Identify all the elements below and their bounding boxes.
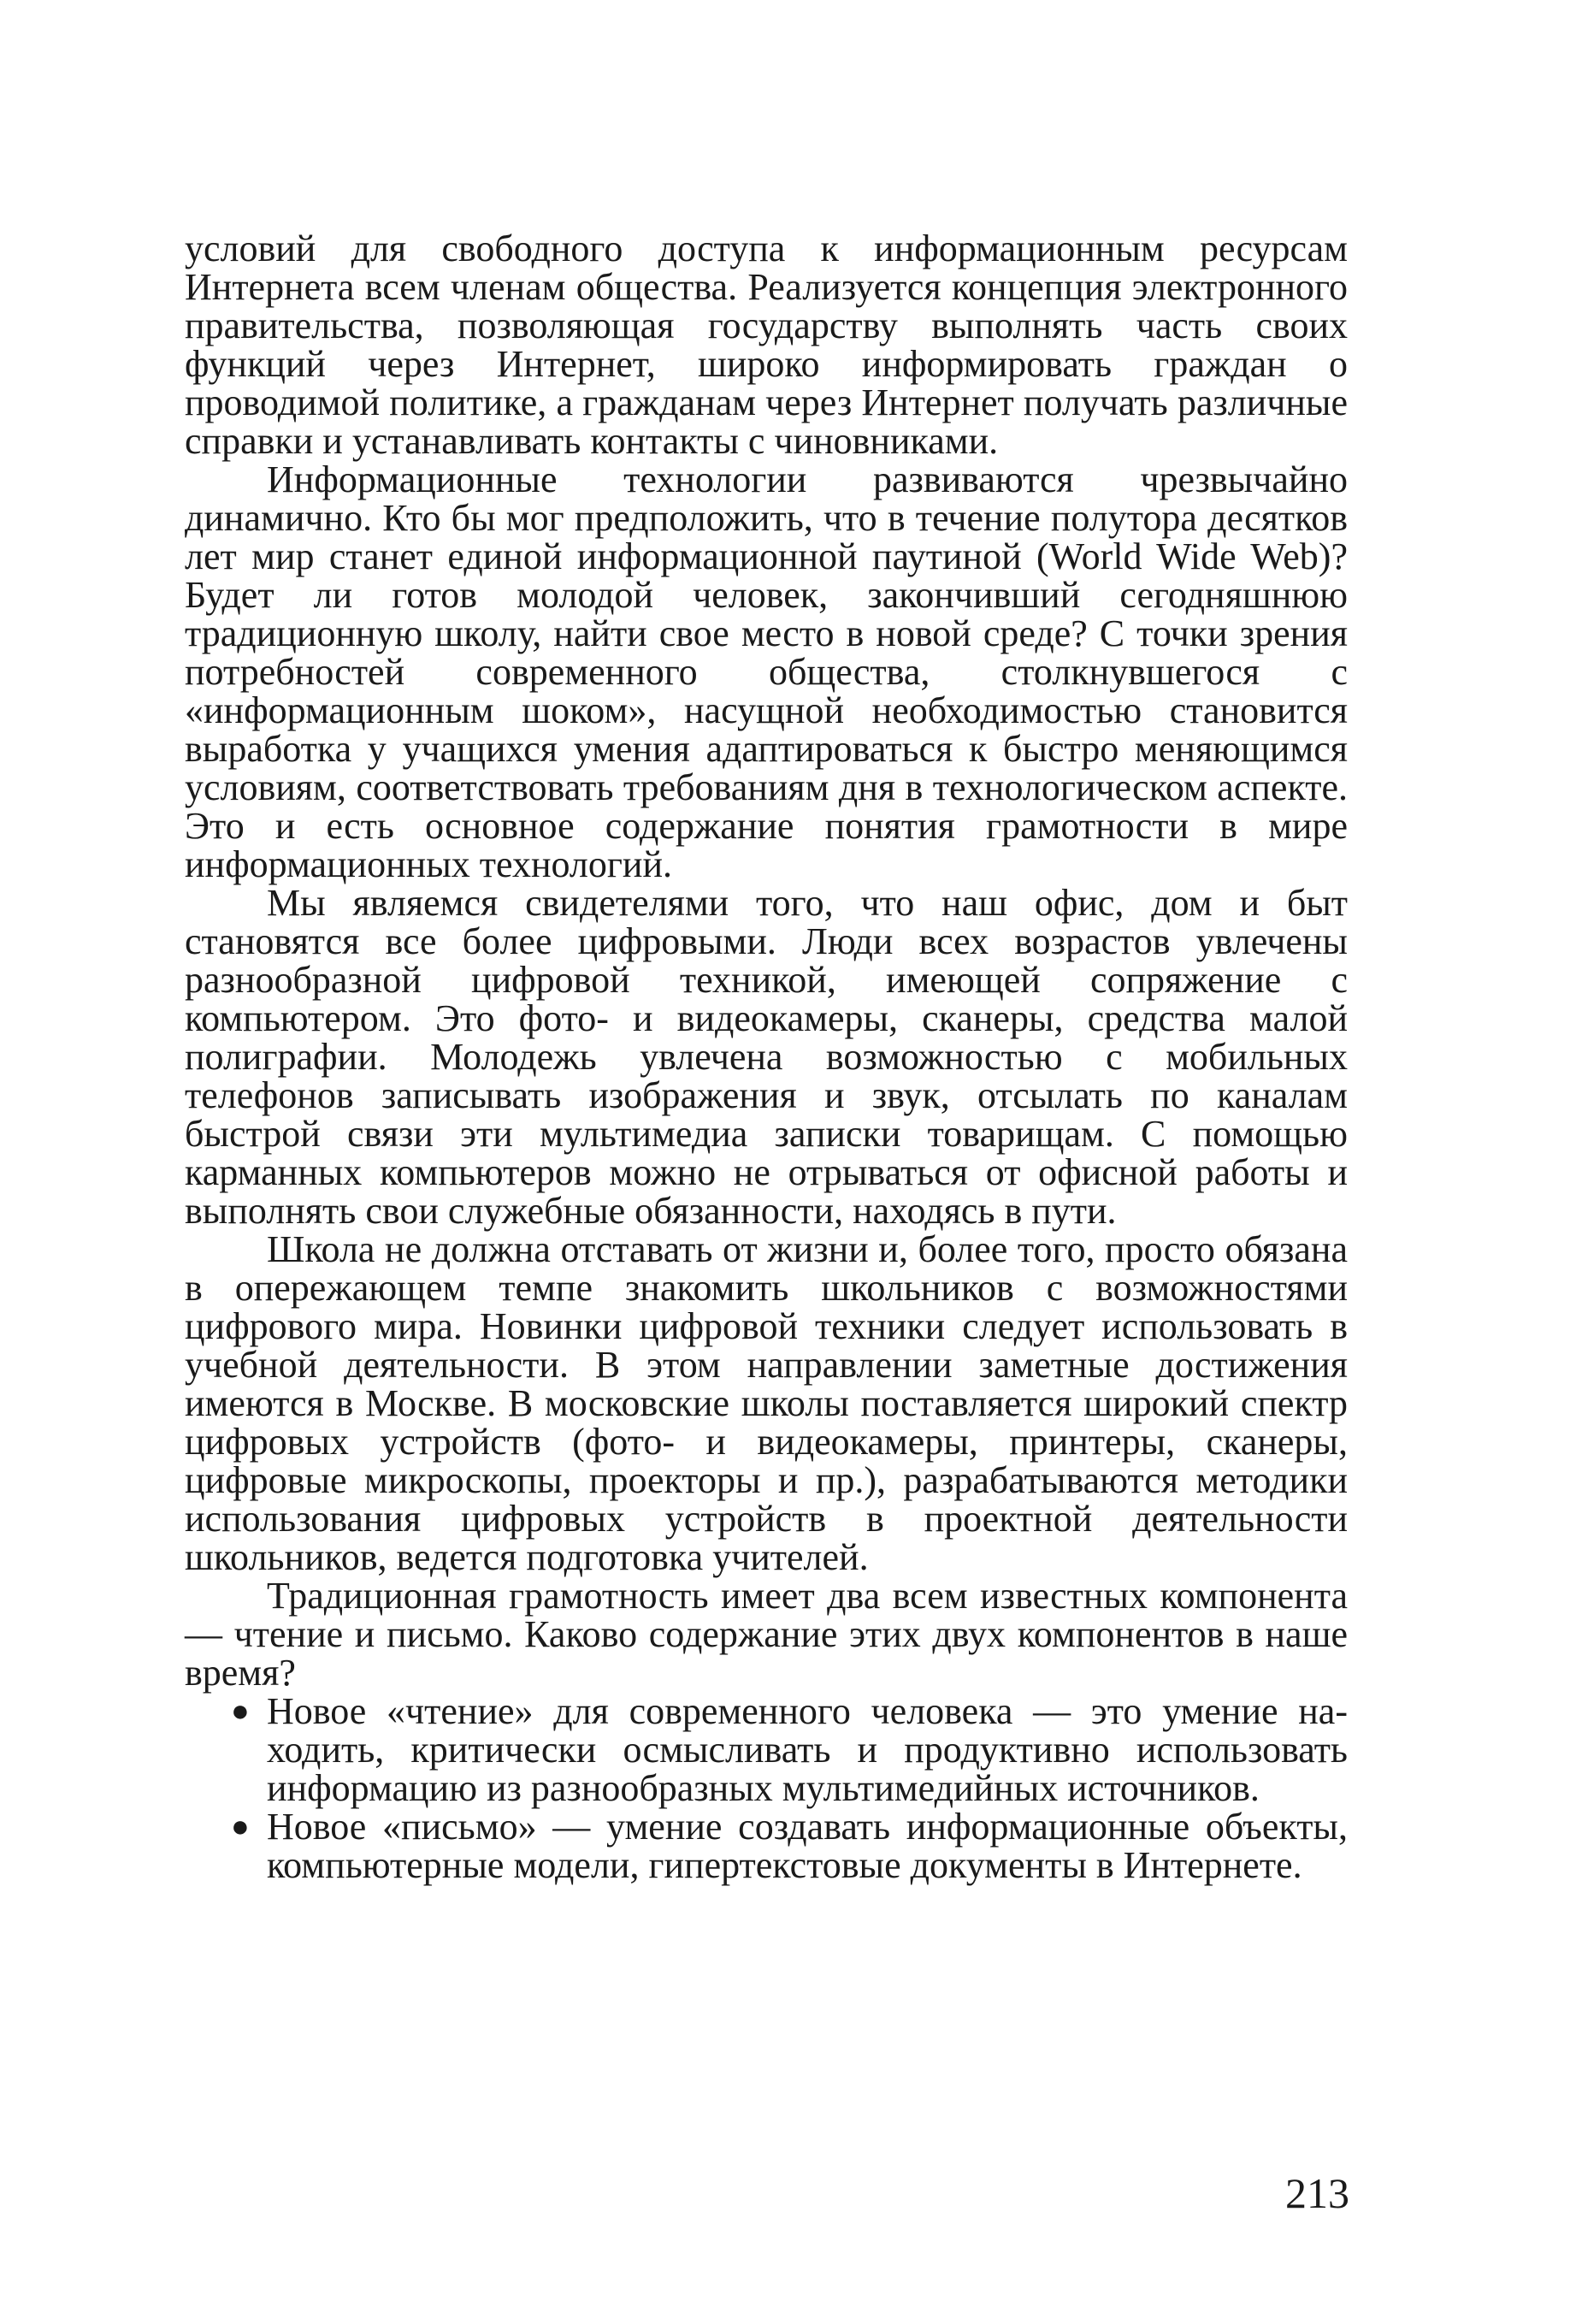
list-item xyxy=(185,1807,1348,1884)
body-text xyxy=(185,229,1348,1884)
list-item xyxy=(185,1692,1348,1807)
list-item-text: Новое «чтение» для современного человека — это умение находить, критически осмысливать и продуктивно использовать информацию из разнообразных мультимедийных источников. xyxy=(267,1690,1348,1809)
paragraph-literacy: Традиционная грамотность имеет два всем известных компонента — чтение и письмо. Каково содержание этих двух компонентов в наше время? xyxy=(185,1575,1348,1694)
list-item-text: Новое «письмо» — умение создавать информационные объекты, компьютерные модели, гипертекстовые документы в Интернете. xyxy=(267,1806,1348,1886)
bullet-list xyxy=(185,1692,1348,1884)
bullet-icon: ● xyxy=(231,1809,250,1843)
paragraph-digital-life: Мы являемся свидетелями того, что наш офис, дом и быт становятся все более цифровыми. Люди всех возрастов увлечены разнообразной цифровой техникой, имеющей сопряжение с компьютером. Это фото- и видеокамеры, сканеры, средства малой полиграфии. Молодежь увлечена возможностью с мобильных телефонов записывать изображения и звук, отсылать по каналам быстрой связи эти мультимедиа записки товарищам. С помощью карманных компьютеров можно не отрываться от офисной работы и выполнять свои служебные обязанности, находясь в пути. xyxy=(185,882,1348,1232)
page-number: 213 xyxy=(1285,2169,1349,2217)
paragraph-info-technologies: Информационные технологии развиваются чрезвычайно динамично. Кто бы мог предположить, что в течение полутора десятков лет мир станет единой информационной паутиной (World Wide Web)? Будет ли готов молодой человек, закончивший сегодняшнюю традиционную школу, найти свое место в новой среде? С точки зрения потребностей современного общества, столкнувшегося с «информационным шоком», насущной необходимостью становится выработка у учащихся умения адаптироваться к быстро меняющимся условиям, соответствовать требованиям дня в технологическом аспекте. Это и есть основное содержание понятия грамотности в мире информационных технологий. xyxy=(185,458,1348,885)
paragraph-school: Школа не должна отставать от жизни и, более того, просто обязана в опережающем темпе знакомить школьников с возможностями цифрового мира. Новинки цифровой техники следует использовать в учебной деятельности. В этом направлении заметные достижения имеются в Москве. В московские школы поставляется широкий спектр цифровых устройств (фото- и видеокамеры, принтеры, сканеры, цифровые микроскопы, проекторы и пр.), разрабатываются методики использования цифровых устройств в проектной деятельности школьников, ведется подготовка учителей. xyxy=(185,1228,1348,1578)
paragraph-continued: условий для свободного доступа к информационным ресурсам Интернета всем членам общества. Реализуется концепция электронного правительства, позволяющая государству выполнять часть своих функций через Интернет, широко информировать граждан о проводимой политике, а гражданам через Интернет получать различные справки и устанавливать контакты с чиновниками. xyxy=(185,228,1348,462)
bullet-icon: ● xyxy=(231,1694,250,1728)
